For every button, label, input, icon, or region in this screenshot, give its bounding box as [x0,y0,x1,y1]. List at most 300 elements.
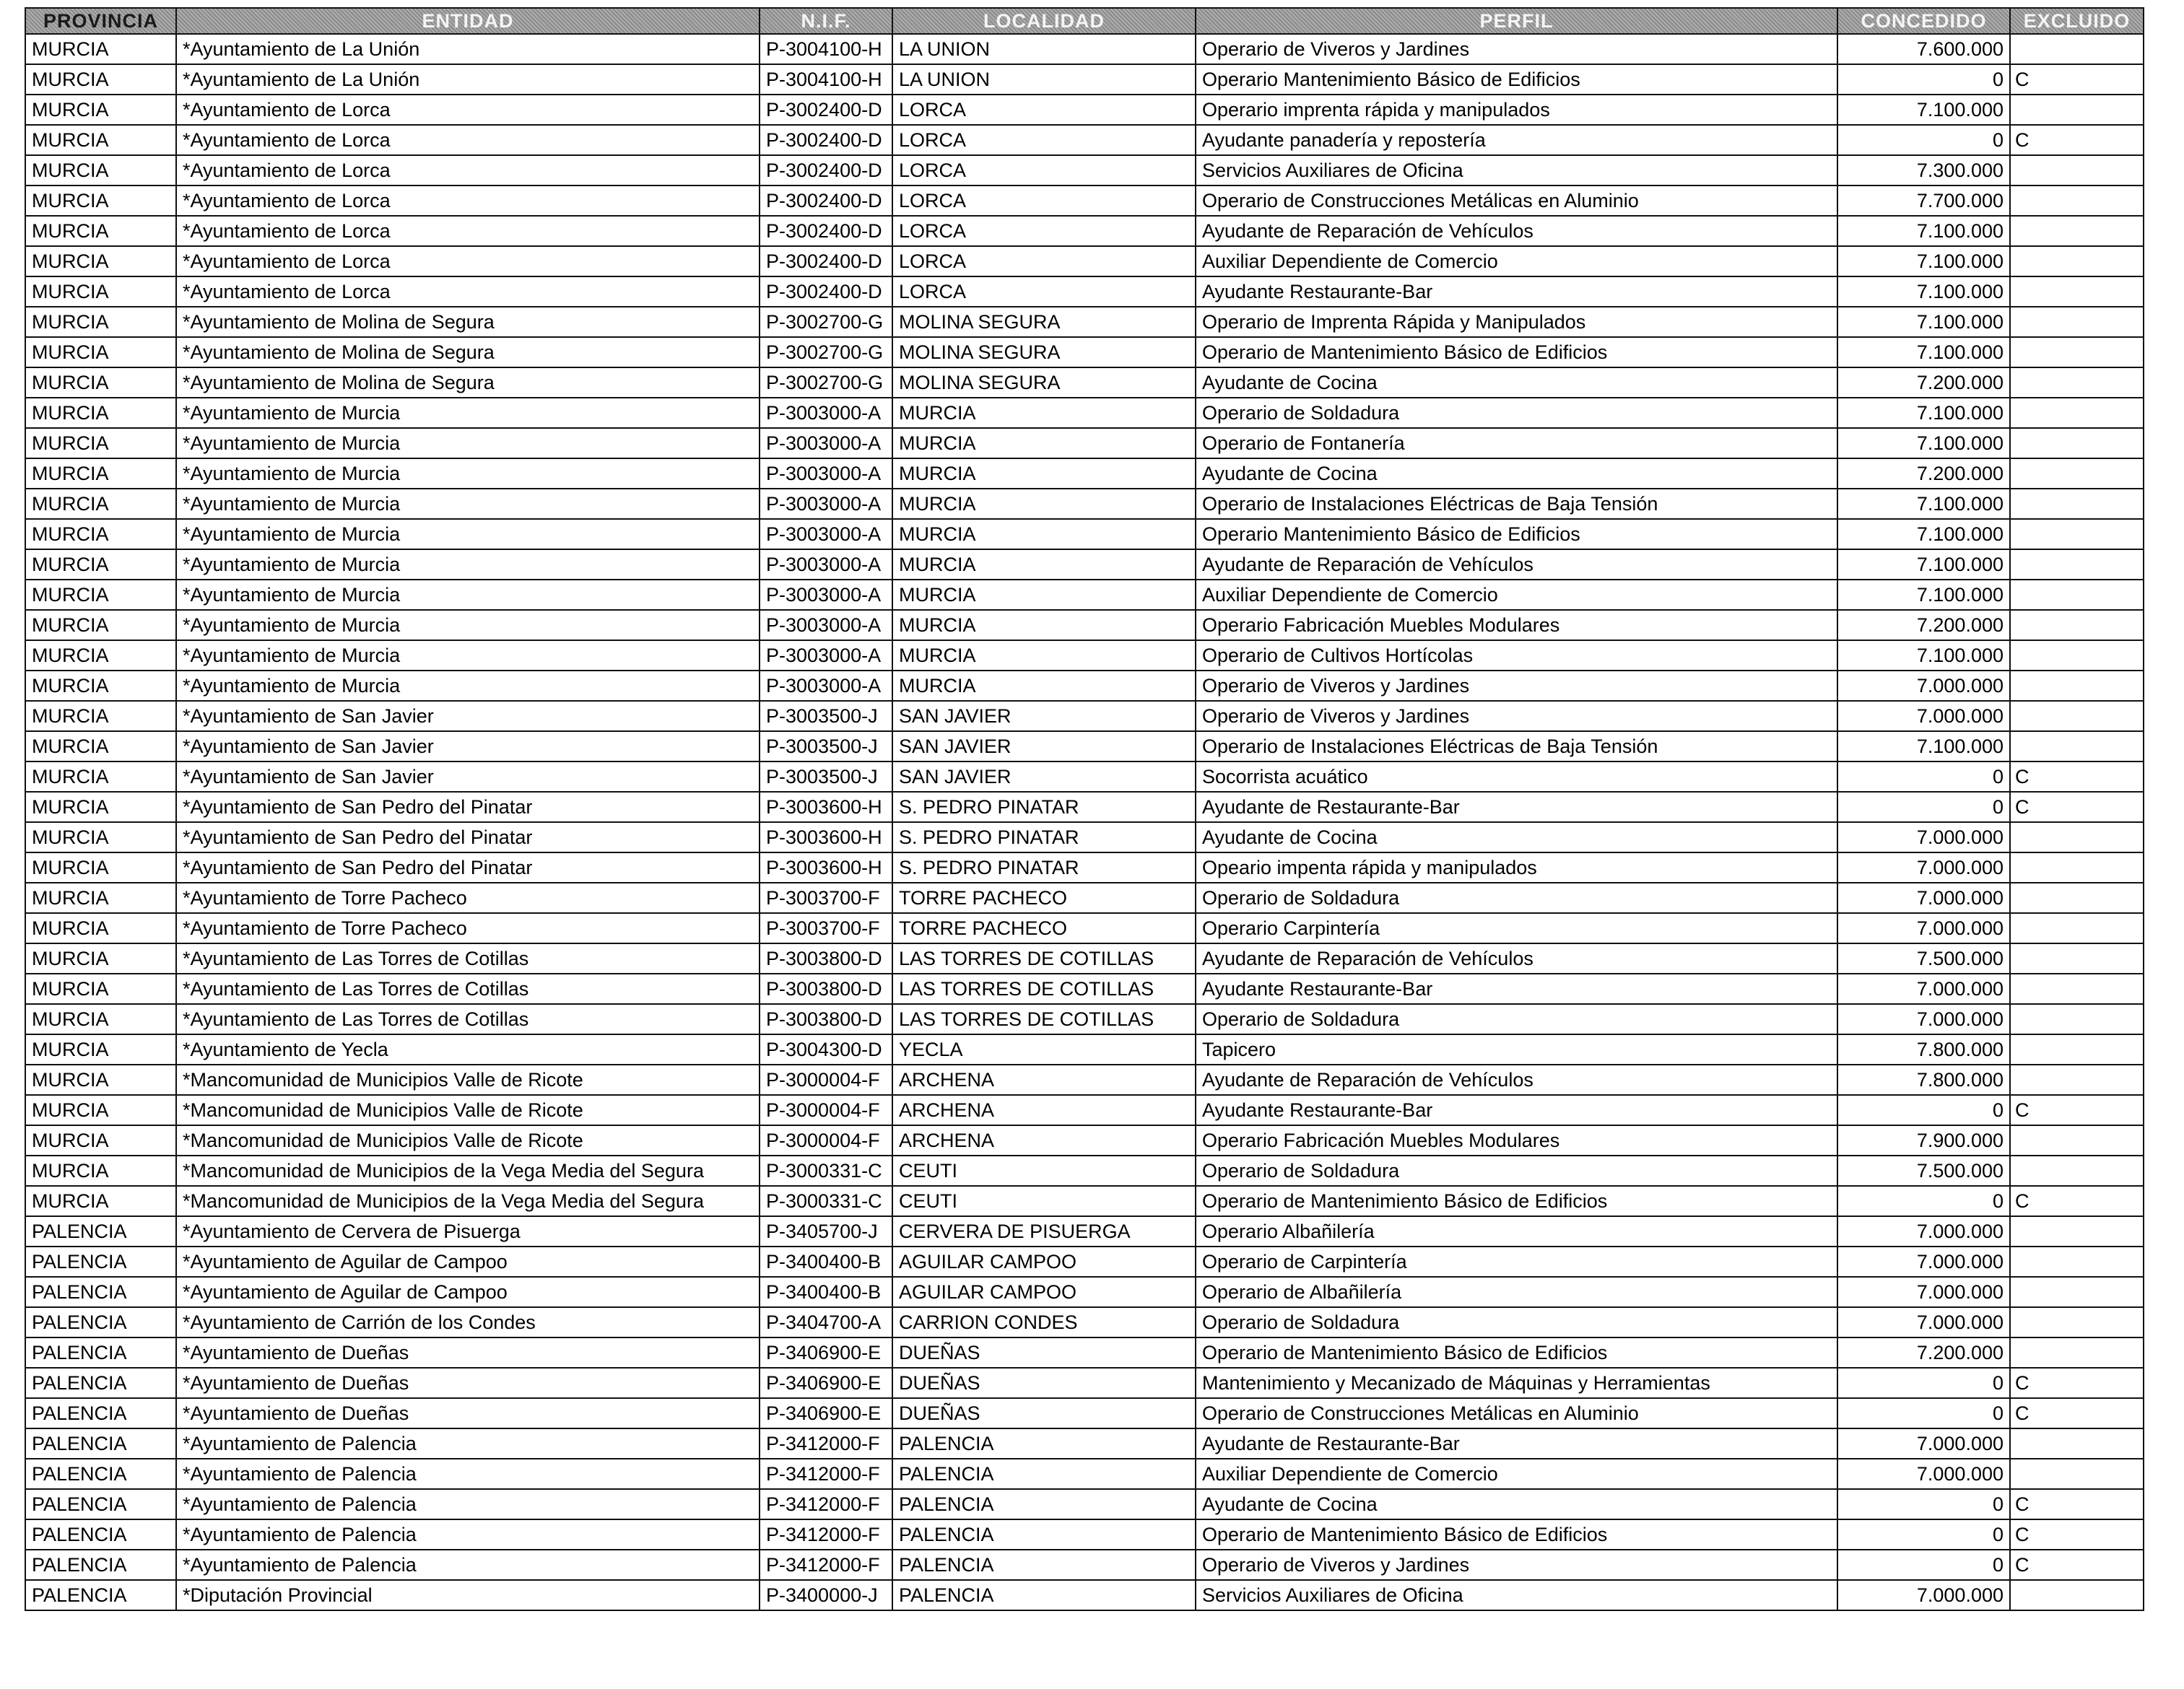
cell-provincia: MURCIA [25,761,176,792]
cell-entidad: *Ayuntamiento de Murcia [176,640,760,671]
cell-nif: P-3002400-D [760,276,892,307]
cell-concedido: 7.700.000 [1837,186,2010,216]
cell-nif: P-3400400-B [760,1247,892,1277]
cell-entidad: *Ayuntamiento de Palencia [176,1519,760,1550]
cell-excluido [2010,95,2144,125]
header-localidad: LOCALIDAD [892,8,1196,34]
cell-nif: P-3406900-E [760,1398,892,1428]
cell-localidad: LORCA [892,95,1196,125]
cell-localidad: MURCIA [892,519,1196,549]
cell-provincia: MURCIA [25,943,176,974]
cell-localidad: LORCA [892,186,1196,216]
cell-concedido: 0 [1837,761,2010,792]
cell-provincia: MURCIA [25,125,176,155]
cell-provincia: MURCIA [25,367,176,398]
cell-nif: P-3003500-J [760,701,892,731]
cell-nif: P-3412000-F [760,1428,892,1459]
cell-perfil: Ayudante de Cocina [1196,1489,1837,1519]
cell-entidad: *Ayuntamiento de San Pedro del Pinatar [176,852,760,883]
cell-localidad: LA UNION [892,34,1196,64]
table-row [25,1065,2144,1095]
cell-localidad: MURCIA [892,580,1196,610]
cell-localidad: AGUILAR CAMPOO [892,1277,1196,1307]
cell-nif: P-3003800-D [760,1004,892,1034]
cell-localidad: MURCIA [892,398,1196,428]
cell-entidad: *Mancomunidad de Municipios de la Vega Media del Segura [176,1156,760,1186]
cell-concedido: 7.100.000 [1837,428,2010,458]
cell-excluido [2010,1065,2144,1095]
cell-provincia: MURCIA [25,1095,176,1125]
table-row [25,1277,2144,1307]
table-row [25,1247,2144,1277]
cell-concedido: 7.100.000 [1837,337,2010,367]
cell-entidad: *Ayuntamiento de Murcia [176,519,760,549]
cell-excluido [2010,186,2144,216]
cell-provincia: PALENCIA [25,1489,176,1519]
cell-concedido: 0 [1837,792,2010,822]
cell-provincia: MURCIA [25,428,176,458]
cell-nif: P-3400400-B [760,1277,892,1307]
header-row [25,8,2144,34]
cell-excluido: C [2010,1519,2144,1550]
cell-excluido [2010,1459,2144,1489]
cell-entidad: *Ayuntamiento de Yecla [176,1034,760,1065]
cell-concedido: 7.500.000 [1837,943,2010,974]
table-row [25,1004,2144,1034]
cell-excluido [2010,1034,2144,1065]
cell-excluido [2010,1125,2144,1156]
header-excluido: EXCLUIDO [2010,8,2144,34]
cell-nif: P-3003000-A [760,671,892,701]
table-row [25,398,2144,428]
cell-nif: P-3400000-J [760,1580,892,1610]
cell-nif: P-3003800-D [760,943,892,974]
cell-provincia: MURCIA [25,34,176,64]
table-row [25,701,2144,731]
cell-localidad: DUEÑAS [892,1398,1196,1428]
cell-nif: P-3002400-D [760,155,892,186]
cell-entidad: *Ayuntamiento de Lorca [176,186,760,216]
cell-excluido [2010,1004,2144,1034]
cell-provincia: PALENCIA [25,1459,176,1489]
cell-excluido [2010,1307,2144,1337]
cell-localidad: MURCIA [892,489,1196,519]
cell-entidad: *Ayuntamiento de Lorca [176,95,760,125]
cell-entidad: *Ayuntamiento de Murcia [176,671,760,701]
cell-perfil: Operario de Soldadura [1196,1004,1837,1034]
cell-localidad: LORCA [892,276,1196,307]
cell-perfil: Operario de Viveros y Jardines [1196,1550,1837,1580]
cell-perfil: Operario de Mantenimiento Básico de Edificios [1196,1519,1837,1550]
cell-nif: P-3003000-A [760,398,892,428]
cell-concedido: 7.100.000 [1837,246,2010,276]
cell-localidad: AGUILAR CAMPOO [892,1247,1196,1277]
cell-perfil: Operario de Soldadura [1196,883,1837,913]
cell-nif: P-3406900-E [760,1368,892,1398]
cell-concedido: 7.000.000 [1837,883,2010,913]
cell-provincia: PALENCIA [25,1580,176,1610]
cell-perfil: Operario Mantenimiento Básico de Edificios [1196,519,1837,549]
cell-concedido: 7.800.000 [1837,1065,2010,1095]
table-row [25,1428,2144,1459]
table-row [25,610,2144,640]
cell-localidad: PALENCIA [892,1428,1196,1459]
cell-provincia: MURCIA [25,1186,176,1216]
table-row [25,519,2144,549]
cell-excluido [2010,307,2144,337]
cell-nif: P-3003800-D [760,974,892,1004]
table-row [25,246,2144,276]
cell-excluido [2010,1216,2144,1247]
cell-nif: P-3003000-A [760,428,892,458]
cell-excluido [2010,367,2144,398]
cell-nif: P-3003500-J [760,731,892,761]
cell-perfil: Operario Mantenimiento Básico de Edificios [1196,64,1837,95]
cell-concedido: 0 [1837,64,2010,95]
cell-concedido: 7.100.000 [1837,216,2010,246]
cell-entidad: *Ayuntamiento de Molina de Segura [176,307,760,337]
cell-entidad: *Ayuntamiento de San Javier [176,701,760,731]
table-row [25,974,2144,1004]
cell-excluido: C [2010,1489,2144,1519]
cell-concedido: 7.200.000 [1837,1337,2010,1368]
cell-concedido: 7.000.000 [1837,1247,2010,1277]
cell-concedido: 7.000.000 [1837,913,2010,943]
table-row [25,1459,2144,1489]
cell-entidad: *Ayuntamiento de Aguilar de Campoo [176,1277,760,1307]
cell-excluido [2010,731,2144,761]
cell-entidad: *Ayuntamiento de Palencia [176,1550,760,1580]
table-row [25,1398,2144,1428]
cell-localidad: SAN JAVIER [892,701,1196,731]
cell-provincia: PALENCIA [25,1519,176,1550]
cell-perfil: Operario de Fontanería [1196,428,1837,458]
cell-excluido [2010,701,2144,731]
cell-excluido: C [2010,1095,2144,1125]
cell-concedido: 7.100.000 [1837,731,2010,761]
cell-localidad: PALENCIA [892,1550,1196,1580]
cell-perfil: Auxiliar Dependiente de Comercio [1196,246,1837,276]
cell-entidad: *Ayuntamiento de Dueñas [176,1398,760,1428]
cell-perfil: Operario de Cultivos Hortícolas [1196,640,1837,671]
cell-entidad: *Ayuntamiento de Murcia [176,549,760,580]
table-row [25,95,2144,125]
cell-perfil: Ayudante de Restaurante-Bar [1196,792,1837,822]
table-row [25,761,2144,792]
cell-excluido [2010,246,2144,276]
cell-excluido [2010,155,2144,186]
cell-localidad: SAN JAVIER [892,731,1196,761]
table-row [25,640,2144,671]
cell-perfil: Ayudante Restaurante-Bar [1196,1095,1837,1125]
cell-localidad: MURCIA [892,458,1196,489]
cell-perfil: Mantenimiento y Mecanizado de Máquinas y Herramientas [1196,1368,1837,1398]
table-row [25,428,2144,458]
cell-localidad: S. PEDRO PINATAR [892,792,1196,822]
cell-entidad: *Ayuntamiento de Palencia [176,1459,760,1489]
cell-localidad: LORCA [892,216,1196,246]
cell-provincia: MURCIA [25,731,176,761]
cell-concedido: 7.300.000 [1837,155,2010,186]
cell-excluido [2010,519,2144,549]
cell-entidad: *Ayuntamiento de Palencia [176,1428,760,1459]
cell-localidad: ARCHENA [892,1095,1196,1125]
cell-provincia: MURCIA [25,519,176,549]
cell-entidad: *Ayuntamiento de San Javier [176,731,760,761]
cell-provincia: MURCIA [25,822,176,852]
cell-perfil: Tapicero [1196,1034,1837,1065]
cell-perfil: Operario de Viveros y Jardines [1196,34,1837,64]
cell-nif: P-3000331-C [760,1186,892,1216]
cell-provincia: MURCIA [25,913,176,943]
cell-localidad: CEUTI [892,1186,1196,1216]
cell-perfil: Opeario impenta rápida y manipulados [1196,852,1837,883]
cell-perfil: Ayudante Restaurante-Bar [1196,276,1837,307]
cell-localidad: DUEÑAS [892,1368,1196,1398]
cell-excluido [2010,1156,2144,1186]
cell-excluido: C [2010,761,2144,792]
cell-provincia: MURCIA [25,974,176,1004]
cell-excluido [2010,852,2144,883]
header-perfil: PERFIL [1196,8,1837,34]
cell-excluido [2010,580,2144,610]
cell-concedido: 7.100.000 [1837,489,2010,519]
cell-excluido [2010,549,2144,580]
cell-excluido [2010,883,2144,913]
table-row [25,943,2144,974]
cell-concedido: 0 [1837,1398,2010,1428]
table-row [25,1519,2144,1550]
cell-concedido: 7.100.000 [1837,519,2010,549]
cell-provincia: MURCIA [25,640,176,671]
cell-entidad: *Ayuntamiento de Cervera de Pisuerga [176,1216,760,1247]
cell-concedido: 7.100.000 [1837,276,2010,307]
cell-entidad: *Ayuntamiento de Lorca [176,216,760,246]
cell-nif: P-3003000-A [760,489,892,519]
cell-localidad: LORCA [892,125,1196,155]
cell-provincia: PALENCIA [25,1216,176,1247]
cell-entidad: *Ayuntamiento de Lorca [176,246,760,276]
cell-excluido: C [2010,1550,2144,1580]
cell-localidad: MOLINA SEGURA [892,367,1196,398]
cell-provincia: MURCIA [25,1156,176,1186]
table-row [25,34,2144,64]
cell-perfil: Ayudante de Cocina [1196,822,1837,852]
cell-provincia: MURCIA [25,307,176,337]
cell-excluido [2010,1580,2144,1610]
cell-excluido [2010,458,2144,489]
cell-perfil: Operario Albañilería [1196,1216,1837,1247]
cell-perfil: Operario de Viveros y Jardines [1196,701,1837,731]
cell-perfil: Operario de Mantenimiento Básico de Edificios [1196,337,1837,367]
cell-perfil: Ayudante de Cocina [1196,367,1837,398]
cell-perfil: Ayudante de Cocina [1196,458,1837,489]
cell-perfil: Ayudante de Reparación de Vehículos [1196,1065,1837,1095]
table-header [25,8,2144,34]
cell-localidad: ARCHENA [892,1065,1196,1095]
cell-concedido: 7.000.000 [1837,1307,2010,1337]
table-row [25,1337,2144,1368]
cell-localidad: CEUTI [892,1156,1196,1186]
table-row [25,822,2144,852]
cell-provincia: MURCIA [25,580,176,610]
cell-provincia: MURCIA [25,549,176,580]
cell-entidad: *Ayuntamiento de Molina de Segura [176,337,760,367]
cell-concedido: 7.100.000 [1837,640,2010,671]
cell-excluido [2010,610,2144,640]
cell-concedido: 7.600.000 [1837,34,2010,64]
cell-provincia: PALENCIA [25,1337,176,1368]
cell-provincia: MURCIA [25,701,176,731]
cell-excluido [2010,337,2144,367]
cell-nif: P-3004300-D [760,1034,892,1065]
cell-nif: P-3003000-A [760,458,892,489]
cell-excluido: C [2010,1186,2144,1216]
cell-provincia: MURCIA [25,337,176,367]
cell-excluido: C [2010,64,2144,95]
cell-concedido: 7.000.000 [1837,1004,2010,1034]
cell-entidad: *Mancomunidad de Municipios Valle de Ricote [176,1095,760,1125]
cell-excluido [2010,640,2144,671]
cell-excluido [2010,489,2144,519]
cell-concedido: 7.100.000 [1837,398,2010,428]
table-row [25,64,2144,95]
cell-localidad: MOLINA SEGURA [892,307,1196,337]
cell-nif: P-3002400-D [760,186,892,216]
cell-entidad: *Mancomunidad de Municipios de la Vega Media del Segura [176,1186,760,1216]
cell-entidad: *Ayuntamiento de Dueñas [176,1337,760,1368]
table-row [25,489,2144,519]
table-row [25,337,2144,367]
cell-entidad: *Ayuntamiento de Molina de Segura [176,367,760,398]
cell-perfil: Operario de Construcciones Metálicas en Aluminio [1196,186,1837,216]
cell-concedido: 7.000.000 [1837,1459,2010,1489]
table-row [25,1125,2144,1156]
cell-nif: P-3000331-C [760,1156,892,1186]
cell-provincia: MURCIA [25,398,176,428]
table-row [25,155,2144,186]
cell-provincia: PALENCIA [25,1277,176,1307]
cell-excluido [2010,974,2144,1004]
cell-concedido: 0 [1837,1489,2010,1519]
cell-localidad: LAS TORRES DE COTILLAS [892,1004,1196,1034]
cell-localidad: DUEÑAS [892,1337,1196,1368]
header-entidad: ENTIDAD [176,8,760,34]
cell-provincia: PALENCIA [25,1307,176,1337]
cell-provincia: MURCIA [25,610,176,640]
cell-entidad: *Ayuntamiento de La Unión [176,64,760,95]
cell-perfil: Operario imprenta rápida y manipulados [1196,95,1837,125]
cell-perfil: Ayudante de Restaurante-Bar [1196,1428,1837,1459]
cell-entidad: *Ayuntamiento de Murcia [176,428,760,458]
cell-nif: P-3003000-A [760,519,892,549]
cell-localidad: MOLINA SEGURA [892,337,1196,367]
cell-concedido: 7.200.000 [1837,610,2010,640]
cell-concedido: 7.500.000 [1837,1156,2010,1186]
cell-nif: P-3004100-H [760,34,892,64]
cell-provincia: MURCIA [25,883,176,913]
cell-nif: P-3003500-J [760,761,892,792]
cell-provincia: PALENCIA [25,1398,176,1428]
cell-localidad: PALENCIA [892,1459,1196,1489]
cell-entidad: *Mancomunidad de Municipios Valle de Ricote [176,1065,760,1095]
table-row [25,671,2144,701]
cell-excluido: C [2010,125,2144,155]
cell-localidad: MURCIA [892,640,1196,671]
cell-provincia: PALENCIA [25,1247,176,1277]
cell-nif: P-3003000-A [760,640,892,671]
cell-perfil: Operario Carpintería [1196,913,1837,943]
cell-provincia: MURCIA [25,95,176,125]
cell-concedido: 7.000.000 [1837,1277,2010,1307]
header-provincia: PROVINCIA [25,8,176,34]
cell-localidad: S. PEDRO PINATAR [892,822,1196,852]
cell-provincia: MURCIA [25,1065,176,1095]
cell-entidad: *Ayuntamiento de Lorca [176,125,760,155]
cell-excluido [2010,822,2144,852]
cell-concedido: 7.100.000 [1837,95,2010,125]
cell-perfil: Operario de Mantenimiento Básico de Edificios [1196,1186,1837,1216]
cell-entidad: *Ayuntamiento de Dueñas [176,1368,760,1398]
cell-provincia: MURCIA [25,1034,176,1065]
cell-entidad: *Ayuntamiento de Las Torres de Cotillas [176,1004,760,1034]
table-row [25,1580,2144,1610]
cell-excluido [2010,671,2144,701]
cell-excluido [2010,216,2144,246]
cell-concedido: 7.200.000 [1837,458,2010,489]
cell-provincia: MURCIA [25,64,176,95]
cell-perfil: Operario Fabricación Muebles Modulares [1196,610,1837,640]
cell-nif: P-3405700-J [760,1216,892,1247]
table-row [25,276,2144,307]
cell-concedido: 0 [1837,1519,2010,1550]
cell-excluido [2010,398,2144,428]
cell-nif: P-3003700-F [760,883,892,913]
cell-localidad: PALENCIA [892,1580,1196,1610]
cell-entidad: *Ayuntamiento de San Javier [176,761,760,792]
cell-perfil: Operario de Albañilería [1196,1277,1837,1307]
cell-nif: P-3412000-F [760,1459,892,1489]
cell-nif: P-3002400-D [760,95,892,125]
cell-nif: P-3004100-H [760,64,892,95]
table-row [25,1156,2144,1186]
cell-perfil: Operario de Soldadura [1196,1156,1837,1186]
table-row [25,792,2144,822]
table-row [25,1095,2144,1125]
cell-perfil: Operario de Mantenimiento Básico de Edificios [1196,1337,1837,1368]
cell-provincia: MURCIA [25,489,176,519]
table-row [25,216,2144,246]
cell-concedido: 7.000.000 [1837,974,2010,1004]
cell-nif: P-3002400-D [760,125,892,155]
cell-excluido: C [2010,792,2144,822]
cell-provincia: MURCIA [25,1125,176,1156]
cell-concedido: 7.000.000 [1837,1580,2010,1610]
cell-entidad: *Ayuntamiento de La Unión [176,34,760,64]
cell-entidad: *Ayuntamiento de San Pedro del Pinatar [176,822,760,852]
cell-perfil: Operario de Soldadura [1196,1307,1837,1337]
cell-localidad: TORRE PACHECO [892,883,1196,913]
table-body [25,34,2144,1610]
table-row [25,852,2144,883]
cell-excluido: C [2010,1368,2144,1398]
cell-concedido: 7.000.000 [1837,1428,2010,1459]
cell-entidad: *Ayuntamiento de Torre Pacheco [176,913,760,943]
table-row [25,1186,2144,1216]
cell-localidad: MURCIA [892,610,1196,640]
cell-provincia: MURCIA [25,792,176,822]
cell-localidad: MURCIA [892,671,1196,701]
